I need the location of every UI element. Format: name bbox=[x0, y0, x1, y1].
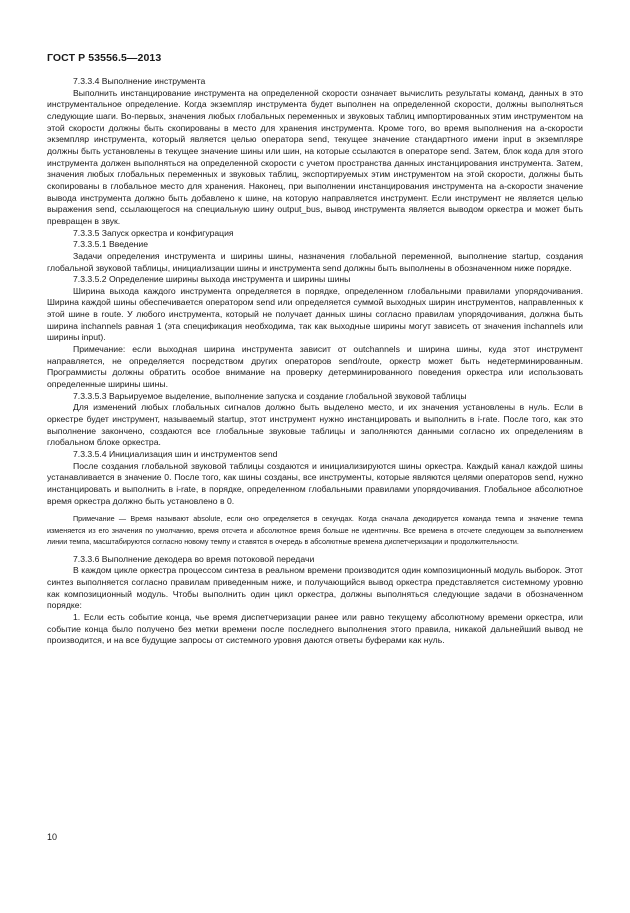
section-heading: 7.3.3.5.4 Инициализация шин и инструментов send bbox=[73, 449, 278, 459]
section-heading: 7.3.3.5.1 Введение bbox=[73, 239, 149, 250]
note-paragraph: Примечание — Время называют absolute, если оно определяется в секундах. Когда сначала декодируется команда темпа и значение темпа изменяется из его значения по умолчанию, время отсчета и абсолютное время больше не идентичны. Все времена в отсчете следующем за выполнением линии темпа, масштабируются согласно новому темпу и ставятся в очередь в абсолютные времена диспетчеризации и продолжительности. bbox=[47, 514, 583, 547]
section-heading: 7.3.3.5 Запуск оркестра и конфигурация bbox=[73, 227, 234, 238]
standard-designation: ГОСТ Р 53556.5—2013 bbox=[47, 52, 162, 64]
paragraph: В каждом цикле оркестра процессом синтеза в реальном времени производится один композиционный модуль выборок. Этот синтез выполняется согласно правилам приведенным ниже, и получающийся вывод оркестра представляется системному уровню как композиционный модуль. Чтобы выполнить один цикл оркестра, должны выполняться следующие задачи в обозначенном порядке: bbox=[47, 565, 583, 611]
page-number: 10 bbox=[47, 832, 58, 842]
paragraph: Ширина выхода каждого инструмента определяется в порядке, определенном глобальными правилами упорядочивания. Ширина каждой шины обеспечивается оператором send или определяется суммой выходных ширин инструментов, направленных к этой шине в route. У любого инструмента, который не получает данных шины согласно правилам упорядочивания, должна быть ширина inchannels равная 1 (эта спецификация необходима, так как выходные ширины могут зависеть от значения inchannels или ширины input). bbox=[47, 285, 583, 343]
paragraph: Для изменений любых глобальных сигналов должно быть выделено место, и их значения установлены в нуль. Если в оркестре будет инструмент, называемый startup, этот инструмент нужно инстанцировать и выполнить в i-rate. После того, как это выполнение закончено, создаются все глобальные звуковые таблицы и заполняются данными согласно их определениям в глобальном блоке оркестра. bbox=[47, 402, 583, 448]
paragraph: После создания глобальной звуковой таблицы создаются и инициализируются шины оркестра. Каждый канал каждой шины устанавливается в значение 0. После того, как шины созданы, все инструменты, которые являются целями операторов send, нужно инстанцировать и выполнить в i-rate, в порядке, определенном глобальными правилами упорядочивания. Глобальное абсолютное время оркестра должно быть установлено в 0. bbox=[47, 460, 583, 506]
paragraph: Задачи определения инструмента и ширины шины, назначения глобальной переменной, выполнение startup, создания глобальной звуковой таблицы, инициализации шины и инструмента send должны быть выполнены в обозначенном ниже порядке. bbox=[47, 250, 583, 273]
document-body bbox=[47, 76, 583, 647]
section-heading: 7.3.3.6 Выполнение декодера во время потоковой передачи bbox=[73, 553, 315, 564]
paragraph: Выполнить инстанцирование инструмента на определенной скорости означает вычислить результаты команд, данных в это инструментальное определение. Когда экземпляр инструмента будет выполнен на определенной скорости, должны выполняться следующие шаги. Во-первых, значения любых глобальных переменных и звуковых таблиц импортированных этим инструментом на этой скорости должны быть скопированы в место для хранения инструмента. Кроме того, во время выполнения на а-скорости экземпляр инструмента, который является целью оператора send, текущее значение стандартного имени input в экземпляре должны быть установлены в текущее значение шины или шин, на которые ссылаются в операторе send. Затем, блок кода для этого инструмента должен выполняться на определенной скорости с учетом пространства данных инстанцирования инструмента. Затем, значения любых глобальных переменных и звуковых таблиц, экспортируемых этим инструментом на этой скорости, должны быть скопированы в глобальное место для хранения. Наконец, при выполнении инстанцирования инструмента на а-скорости значение вывода инструмента должно быть добавлено к шине, на которую направляется инструмент. Если инструмент не является целью выражения send, ссылающегося на специальную шину output_bus, вывод инструмента является выводом оркестра и может быть превращен в звук. bbox=[47, 87, 583, 226]
paragraph: 1. Если есть событие конца, чье время диспетчеризации ранее или равно текущему абсолютному времени оркестра, или событие конца было получено без метки времени после последнего выполнения этого правила, никакой дальнейший вывод не производится, и на все будущие запросы от системного уровня даются ответы буферами как нуль. bbox=[47, 612, 583, 646]
paragraph: Примечание: если выходная ширина инструмента зависит от outchannels и ширина шины, куда этот инструмент направляется, не определяется посредством других операторов send/route, оркестр может быть недетерминированным. Программисты должны обратить особое внимание на проверку детерминированного поведения оркестра или использовать определенные ширины шины. bbox=[47, 344, 583, 390]
section-heading: 7.3.3.5.3 Варьируемое выделение, выполнение запуска и создание глобальной звуковой таблицы bbox=[73, 390, 467, 401]
section-heading: 7.3.3.4 Выполнение инструмента bbox=[73, 76, 206, 86]
section-heading: 7.3.3.5.2 Определение ширины выхода инструмента и ширины шины bbox=[73, 274, 351, 285]
